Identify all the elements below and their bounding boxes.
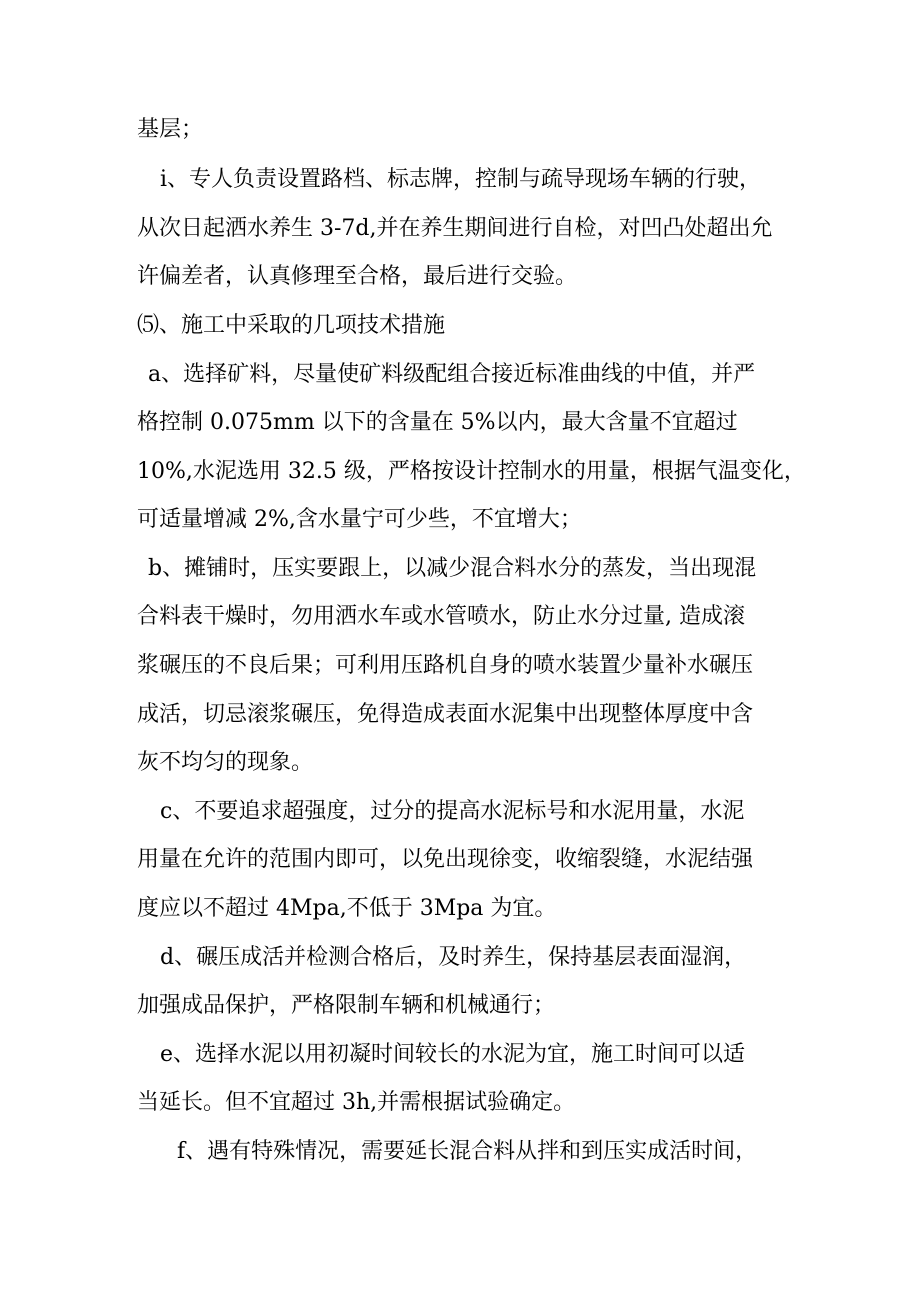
text-line: 度应以不超过 4Mpa,不低于 3Mpa 为宜。 <box>137 896 557 921</box>
text-line: 用量在允许的范围内即可，以免出现徐变，收缩裂缝，水泥结强 <box>137 847 754 872</box>
text-line: 许偏差者，认真修理至合格，最后进行交验。 <box>137 264 578 289</box>
text-line: 从次日起洒水养生 3-7d,并在养生期间进行自检，对凹凸处超出允 <box>137 216 773 241</box>
text-line: 加强成品保护，严格限制车辆和机械通行； <box>137 993 556 1018</box>
text-line: 当延长。但不宜超过 3h,并需根据试验确定。 <box>137 1090 576 1115</box>
text-line: 浆碾压的不良后果；可利用压路机自身的喷水装置少量补水碾压 <box>137 653 754 678</box>
text-line: 10%,水泥选用 32.5 级，严格按设计控制水的用量，根据气温变化， <box>137 459 806 484</box>
text-line: 基层； <box>137 117 204 142</box>
text-line: 灰不均匀的现象。 <box>137 750 314 775</box>
text-line: e、选择水泥以用初凝时间较长的水泥为宜，施工时间可以适 <box>160 1042 746 1067</box>
text-line: 合料表干燥时，勿用洒水车或水管喷水，防止水分过量, 造成滚 <box>137 604 745 629</box>
text-line: 可适量增减 2%,含水量宁可少些，不宜增大； <box>137 507 582 532</box>
text-line: a、选择矿料，尽量使矿料级配组合接近标准曲线的中值，并严 <box>148 362 756 387</box>
text-line: 成活，切忌滚浆碾压，免得造成表面水泥集中出现整体厚度中含 <box>137 702 754 727</box>
text-line: 格控制 0.075mm 以下的含量在 5%以内，最大含量不宜超过 <box>137 410 738 435</box>
text-line: b、摊铺时，压实要跟上，以减少混合料水分的蒸发，当出现混 <box>148 556 757 581</box>
text-line: c、不要追求超强度，过分的提高水泥标号和水泥用量，水泥 <box>160 799 745 824</box>
text-line: i、专人负责设置路档、标志牌，控制与疏导现场车辆的行驶， <box>160 167 762 192</box>
text-line: f、遇有特殊情况，需要延长混合料从拌和到压实成活时间， <box>177 1139 758 1164</box>
section-heading: ⑸、施工中采取的几项技术措施 <box>137 313 446 338</box>
text-line: d、碾压成活并检测合格后，及时养生，保持基层表面湿润， <box>160 945 747 970</box>
